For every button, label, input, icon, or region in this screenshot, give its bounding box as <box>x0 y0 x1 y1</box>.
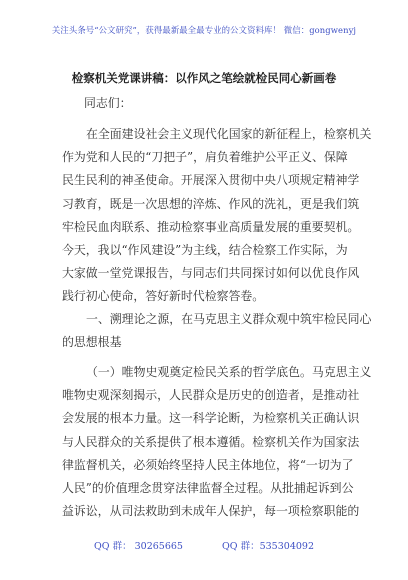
text-line: （一）唯物史观奠定检民关系的哲学底色。马克思主义 <box>86 365 372 379</box>
greeting: 同志们： <box>84 96 132 110</box>
text-line: 习教育，既是一次思想的淬炼、作风的洗礼，更是我们筑 <box>62 196 360 211</box>
text-line: 唯物史观深刻揭示，人民群众是历史的创造者，是推动社 <box>62 388 360 403</box>
footer-qq-group-2: QQ 群：535304092 <box>222 541 314 552</box>
footer-qq-group-1: QQ 群： 30265665 <box>93 541 183 552</box>
footer-contact <box>0 538 408 552</box>
text-line: 益诉讼，从司法救助到未成年人保护，每一项检察职能的 <box>62 504 360 519</box>
text-line: 会发展的根本力量。这一科学论断，为检察机关正确认识 <box>62 411 360 426</box>
text-line: 一、溯理论之源，在马克思主义群众观中筑牢检民同心 <box>86 312 372 326</box>
text-line: 民生民利的神圣使命。开展深入贯彻中央八项规定精神学 <box>62 173 360 188</box>
section-heading-1 <box>62 308 372 354</box>
text-line: 大家做一堂党课报告，与同志们共同探讨如何以优良作风 <box>62 266 360 281</box>
text-line: 人民”的价值理念贯穿法律监督全过程。从批捕起诉到公 <box>62 480 354 495</box>
text-line: 的思想根基 <box>62 335 122 350</box>
text-line: 在全面建设社会主义现代化国家的新征程上，检察机关 <box>86 127 372 141</box>
text-line: 与人民群众的关系提供了根本遵循。检察机关作为国家法 <box>62 434 360 449</box>
subsection-paragraph-1 <box>62 361 372 523</box>
document-title: 检察机关党课讲稿：以作风之笔绘就检民同心新画卷 <box>71 71 337 85</box>
text-line: 作为党和人民的“刀把子”，肩负着维护公平正义、保障 <box>62 150 348 165</box>
header-promo-note: 关注头条号“公文研究”，获得最新最全最专业的公文资料库！ 微信：gongwenyj <box>51 25 357 35</box>
text-line: 今天，我以“作风建设”为主线，结合检察工作实际，为 <box>62 242 348 257</box>
text-line: 律监督机关，必须始终坚持人民主体地位，将“一切为了 <box>62 457 354 472</box>
intro-paragraph <box>62 123 372 309</box>
text-line: 践行初心使命，答好新时代检察答卷。 <box>62 289 265 304</box>
text-line: 牢检民血肉联系、推动检察事业高质量发展的重要契机。 <box>62 219 360 234</box>
